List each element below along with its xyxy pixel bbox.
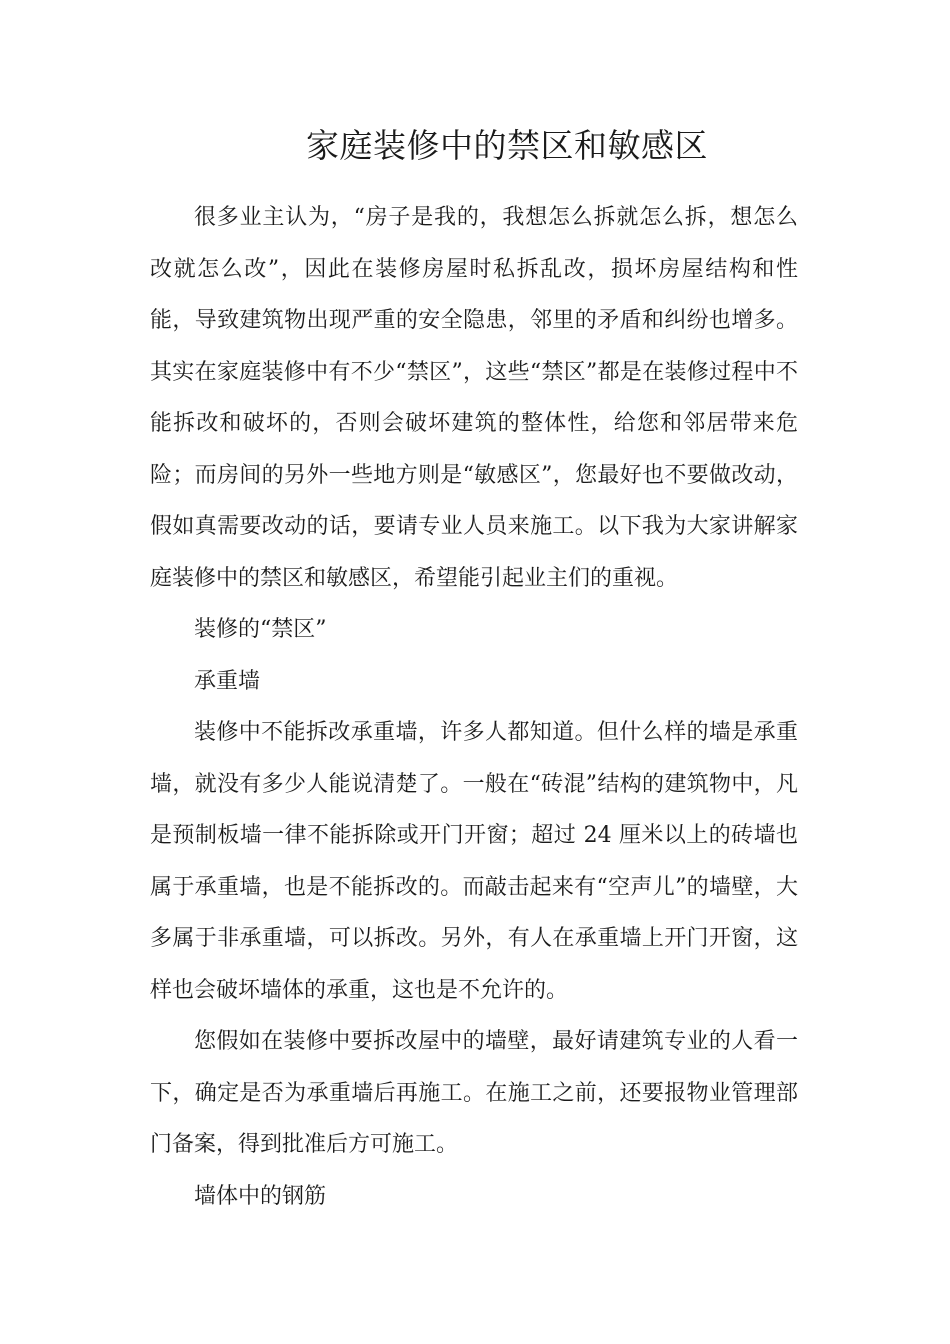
section-heading-forbidden-zone: 装修的“禁区” [194,617,327,642]
document-page [150,118,798,1222]
intro-paragraph: 很多业主认为，“房子是我的，我想怎么拆就怎么拆，想怎么改就怎么改”，因此在装修房屋时私拆乱改，损坏房屋结构和性能，导致建筑物出现严重的安全隐患，邻里的矛盾和纠纷也增多。其实在家庭装修中有不少“禁区”，这些“禁区”都是在装修过程中不能拆改和破坏的，否则会破坏建筑的整体性，给您和邻居带来危险；而房间的另外一些地方则是“敏感区”，您最好也不要做改动，假如真需要改动的话，要请专业人员来施工。以下我为大家讲解家庭装修中的禁区和敏感区，希望能引起业主们的重视。 [150,205,798,591]
load-bearing-wall-paragraph: 装修中不能拆改承重墙，许多人都知道。但什么样的墙是承重墙，就没有多少人能说清楚了。一般在“砖混”结构的建筑物中，凡是预制板墙一律不能拆除或开门开窗；超过 24 厘米以上的砖墙也属于承重墙，也是不能拆改的。而敲击起来有“空声儿”的墙壁，大多属于非承重墙，可以拆改。另外，有人在承重墙上开门开窗，这样也会破坏墙体的承重，这也是不允许的。 [150,720,798,1003]
wall-alteration-advice-paragraph: 您假如在装修中要拆改屋中的墙壁，最好请建筑专业的人看一下，确定是否为承重墙后再施工。在施工之前，还要报物业管理部门备案，得到批准后方可施工。 [150,1029,798,1157]
subsection-heading-wall-rebar: 墙体中的钢筋 [194,1183,327,1209]
subsection-heading-load-bearing-wall: 承重墙 [194,668,261,694]
document-title: 家庭装修中的禁区和敏感区 [306,126,708,165]
